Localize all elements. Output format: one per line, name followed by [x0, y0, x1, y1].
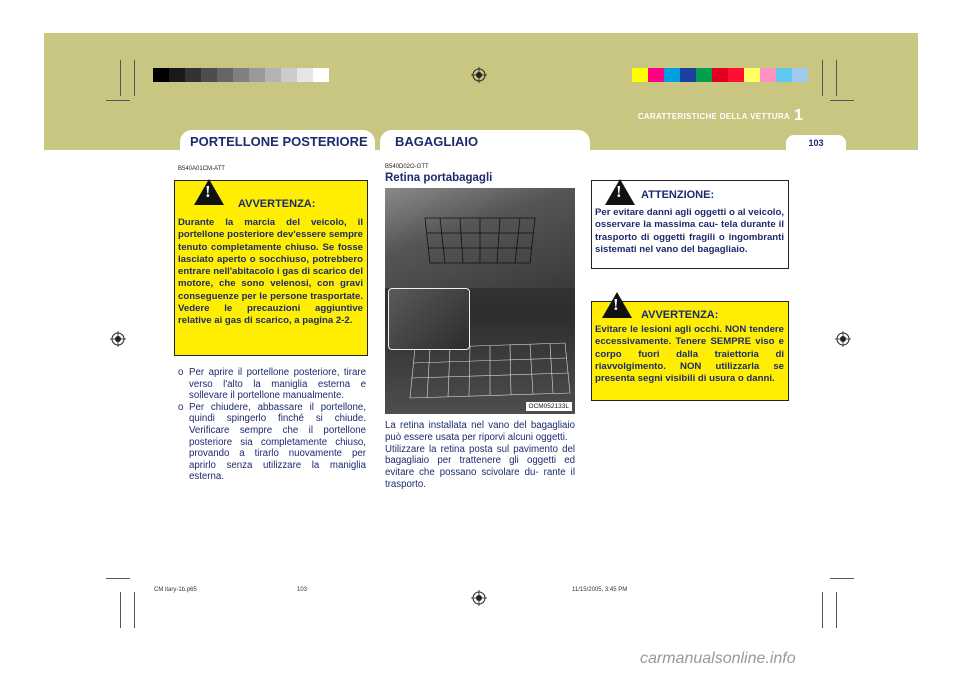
warning-title: AVVERTENZA: — [641, 309, 719, 321]
crop-mark — [120, 592, 121, 628]
list-item — [178, 402, 366, 483]
color-swatch — [728, 68, 744, 82]
warning-header — [178, 182, 363, 210]
chapter-title: CARATTERISTICHE DELLA VETTURA — [637, 112, 790, 121]
color-swatch — [201, 68, 217, 82]
caution-header — [595, 182, 784, 207]
color-swatch — [696, 68, 712, 82]
section-code: B540D02O-GTT — [385, 164, 429, 170]
color-swatch — [792, 68, 808, 82]
color-swatch — [265, 68, 281, 82]
color-swatch — [760, 68, 776, 82]
cargo-net-drawing — [385, 188, 575, 288]
color-swatch — [169, 68, 185, 82]
chapter-number: 1 — [794, 107, 803, 124]
crop-mark — [822, 592, 823, 628]
list-marker: o — [178, 367, 184, 378]
warning-box-net — [591, 295, 789, 401]
list-item-text: Per aprire il portellone posteriore, tirare verso l'alto la maniglia esterna e sollevare il portellone manualmente. — [189, 367, 366, 402]
list-item-text: Per chiudere, abbassare il portellone, quindi spingerlo finché si chiude. Verificare sempre che il portellone posteriore sia completamente chiuso, provando a tirarlo nuovamente per aprirlo senza utilizzare la maniglia esterna. — [189, 401, 366, 483]
crop-mark — [836, 592, 837, 628]
crop-mark — [830, 578, 854, 579]
footer-date: 11/15/2005, 3:45 PM — [572, 587, 628, 593]
section-tab-tailgate: PORTELLONE POSTERIORE — [180, 130, 375, 154]
crop-mark — [106, 578, 130, 579]
crop-mark — [134, 60, 135, 96]
warning-title: AVVERTENZA: — [238, 198, 316, 210]
crop-mark — [830, 100, 854, 101]
color-swatch — [313, 68, 329, 82]
caution-text: Per evitare danni agli oggetti o al veicolo, osservare la massima cau- tela durante il trasporto di oggetti fragili o ingombranti sistemati nel vano del bagagliaio. — [595, 207, 784, 255]
color-swatch — [233, 68, 249, 82]
registration-mark-icon — [471, 590, 487, 606]
cargo-net-photo — [385, 188, 575, 414]
color-swatch — [153, 68, 169, 82]
instruction-list — [178, 367, 366, 483]
color-swatch — [664, 68, 680, 82]
color-swatch — [185, 68, 201, 82]
crop-mark — [836, 60, 837, 96]
section-tab-cargo: BAGAGLIAIO — [380, 130, 590, 154]
crop-mark — [120, 60, 121, 96]
crop-mark — [106, 100, 130, 101]
exclamation-icon: ! — [613, 295, 619, 314]
warning-box-tailgate — [174, 180, 368, 356]
registration-mark-icon — [471, 67, 487, 83]
photo-cargo-area — [385, 188, 575, 288]
paragraph: La retina installata nel vano del bagagliaio può essere usata per riporvi alcuni oggetti. — [385, 420, 575, 443]
color-swatch — [632, 68, 648, 82]
warning-text: Durante la marcia del veicolo, il portellone posteriore dev'essere sempre tenuto completamente chiuso. Se fosse lasciato aperto o socchiuso, potrebbero entrare nell'abitacolo i gas di scarico del motore, che sono velenosi, con gravi conseguenze per le persone trasportate. Vedere le precauzioni aggiuntive relative ai gas di scarico, a pagina 2-2. — [178, 217, 363, 327]
color-swatch — [680, 68, 696, 82]
list-item — [178, 367, 366, 402]
cargo-net-description — [385, 420, 575, 491]
photo-inset — [388, 288, 470, 350]
caution-title: ATTENZIONE: — [641, 189, 715, 201]
color-swatch — [744, 68, 760, 82]
gray-color-bar — [153, 68, 329, 82]
caution-box — [591, 180, 789, 269]
list-marker: o — [178, 401, 184, 413]
color-swatch — [776, 68, 792, 82]
warning-text: Evitare le lesioni agli occhi. NON tendere eccessivamente. Tenere SEMPRE viso e corpo fuori dalla traiettoria di riavvolgimento. NON utilizzarla se presenta segni visibili di usura o danni. — [595, 324, 784, 385]
crop-mark — [822, 60, 823, 96]
color-swatch — [281, 68, 297, 82]
exclamation-icon: ! — [616, 182, 622, 201]
crop-mark — [134, 592, 135, 628]
warning-header — [595, 295, 784, 328]
color-swatch — [217, 68, 233, 82]
footer-page: 103 — [297, 587, 308, 593]
color-swatch — [249, 68, 265, 82]
section-title: Retina portabagagli — [385, 172, 493, 184]
color-swatch — [297, 68, 313, 82]
color-bar — [632, 68, 808, 82]
footer-file: CM itary-1b.p65 — [154, 587, 197, 593]
exclamation-icon: ! — [205, 182, 211, 201]
watermark: carmanualsonline.info — [640, 650, 796, 667]
color-swatch — [712, 68, 728, 82]
registration-mark-icon — [110, 331, 126, 347]
paragraph: Utilizzare la retina posta sul pavimento del bagagliaio per trattenere gli oggetti ed evitare che possano scivolare du- rante il trasporto. — [385, 443, 575, 490]
section-code: B540A01CM-ATT — [178, 166, 225, 172]
photo-code: OCM052133L — [526, 402, 572, 411]
page-number: 103 — [786, 135, 846, 151]
registration-mark-icon — [835, 331, 851, 347]
color-swatch — [648, 68, 664, 82]
